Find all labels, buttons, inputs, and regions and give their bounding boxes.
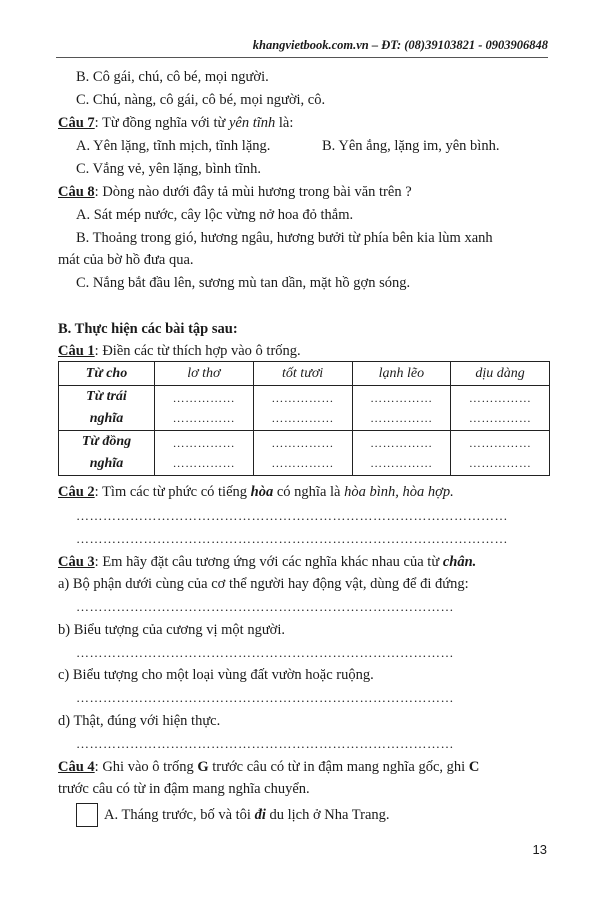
exercise-4: [58, 758, 479, 776]
question-text: : Dòng nào dưới đây tả mùi hương trong bài văn trên ?: [94, 184, 412, 200]
letter-g: G: [197, 759, 209, 775]
option-line: C. Nắng bắt đầu lên, sương mù tan dần, mặt hồ gợn sóng.: [76, 275, 411, 291]
prompt-c: c) Biểu tượng cho một loại vùng đất vườn hoặc ruộng.: [58, 667, 374, 683]
question-8: [58, 183, 412, 201]
question-label: Câu 7: [58, 115, 95, 131]
question-text: : Ghi vào ô trống: [94, 759, 198, 775]
option-line: B. Thoảng trong gió, hương ngâu, hương bưởi từ phía bên kia lùm xanh: [76, 230, 493, 246]
blank-cell[interactable]: …………… ……………: [253, 431, 352, 476]
prompt-a: a) Bộ phận dưới cùng của cơ thể người hay động vật, dùng để đi đứng:: [58, 576, 469, 592]
question-text: là:: [275, 115, 294, 131]
exercise-1: [58, 342, 301, 360]
option-line: B. Cô gái, chú, cô bé, mọi người.: [76, 69, 269, 85]
bold-word: đi: [254, 807, 266, 823]
blank-cell[interactable]: …………… ……………: [451, 386, 550, 431]
question-label: Câu 1: [58, 343, 95, 359]
prompt-b: b) Biểu tượng của cương vị một người.: [58, 622, 285, 638]
blank-cell[interactable]: …………… ……………: [352, 431, 451, 476]
answer-blank[interactable]: …………………………………………………………………………: [76, 645, 454, 660]
table-row: [59, 431, 550, 476]
table-header: tốt tươi: [253, 362, 352, 386]
question-label: Câu 3: [58, 554, 95, 570]
question-emphasis: yên tĩnh: [228, 115, 276, 131]
table-header: lạnh lẽo: [352, 362, 451, 386]
question-emphasis: hòa bình, hòa hợp.: [344, 484, 454, 500]
option-line: A. Yên lặng, tĩnh mịch, tĩnh lặng.: [76, 138, 271, 154]
option-line: B. Yên ắng, lặng im, yên bình.: [322, 138, 500, 154]
exercise-2: [58, 483, 454, 501]
option-line: C. Chú, nàng, cô gái, cô bé, mọi người, cô.: [76, 92, 326, 108]
blank-cell[interactable]: …………… ……………: [253, 386, 352, 431]
question-text: : Điền các từ thích hợp vào ô trống.: [94, 343, 301, 359]
question-7: [58, 114, 293, 132]
answer-blank[interactable]: ……………………………………………………………………………………: [76, 531, 508, 546]
page-number: 13: [532, 842, 547, 857]
blank-cell[interactable]: …………… ……………: [155, 431, 254, 476]
question-text: : Em hãy đặt câu tương ứng với các nghĩa khác nhau của từ: [94, 554, 443, 570]
table-header-row: [59, 362, 550, 386]
option-line: A. Sát mép nước, cây lộc vừng nở hoa đỏ thắm.: [76, 207, 354, 223]
blank-cell[interactable]: …………… ……………: [451, 431, 550, 476]
question-emphasis: hòa: [250, 484, 274, 500]
answer-blank[interactable]: ……………………………………………………………………………………: [76, 508, 508, 523]
question-text: : Tìm các từ phức có tiếng: [94, 484, 251, 500]
question-text: trước câu có từ in đậm mang nghĩa gốc, ghi: [208, 759, 469, 775]
section-b-heading: B. Thực hiện các bài tập sau:: [58, 321, 238, 337]
prompt-d: d) Thật, đúng với hiện thực.: [58, 713, 221, 729]
option-line: A. Tháng trước, bố và tôi đi du lịch ở Nha Trang.: [104, 807, 390, 823]
blank-cell[interactable]: …………… ……………: [155, 386, 254, 431]
exercise-3: [58, 553, 476, 571]
answer-blank[interactable]: …………………………………………………………………………: [76, 690, 454, 705]
option-line: mát của bờ hồ đưa qua.: [58, 252, 194, 268]
table-header: Từ cho: [59, 362, 155, 386]
question-text: : Từ đồng nghĩa với từ: [94, 115, 229, 131]
blank-cell[interactable]: …………… ……………: [352, 386, 451, 431]
word-table: [58, 361, 550, 476]
question-label: Câu 4: [58, 759, 95, 775]
question-emphasis: chân.: [442, 554, 477, 570]
answer-blank[interactable]: …………………………………………………………………………: [76, 599, 454, 614]
table-row: [59, 386, 550, 431]
question-text: trước câu có từ in đậm mang nghĩa chuyển.: [58, 781, 310, 797]
answer-blank[interactable]: …………………………………………………………………………: [76, 736, 454, 751]
row-head: Từ trái nghĩa: [59, 386, 155, 431]
option-line: C. Vắng vẻ, yên lặng, bình tĩnh.: [76, 161, 261, 177]
table-header: dịu dàng: [451, 362, 550, 386]
question-label: Câu 2: [58, 484, 95, 500]
page-header: khangvietbook.com.vn – ĐT: (08)39103821 - 0903906848: [56, 38, 548, 58]
table-header: lơ thơ: [155, 362, 254, 386]
letter-c: C: [468, 759, 480, 775]
question-text: có nghĩa là: [273, 484, 345, 500]
question-label: Câu 8: [58, 184, 95, 200]
row-head: Từ đồng nghĩa: [59, 431, 155, 476]
answer-checkbox[interactable]: [76, 803, 98, 827]
